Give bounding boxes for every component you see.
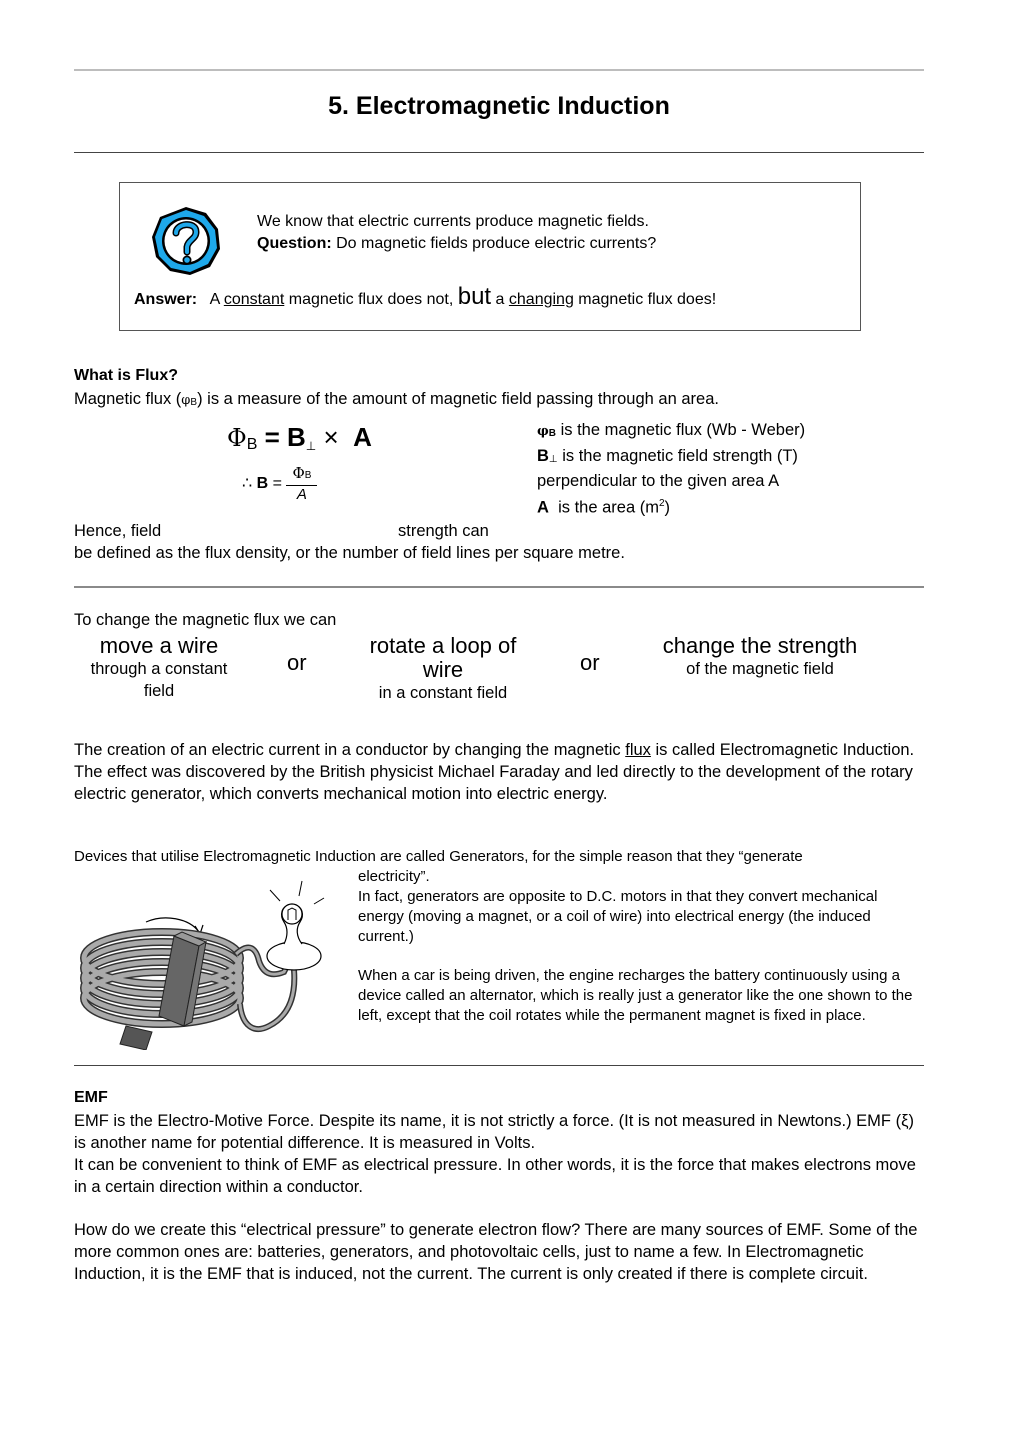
- rearranged-equation: [242, 464, 317, 504]
- question-intro: We know that electric currents produce magnetic fields.: [257, 213, 649, 230]
- definition-text: is the area (m: [548, 498, 659, 516]
- emf-para2: How do we create this “electrical pressure” to generate electron flow? There are many sources of EMF. Some of the more common ones are: batteries, generators, and photovoltaic cells, just to name a few. In Electromagnetic Induction, it is the EMF that is induced, not the current. The current is only created if there is complete circuit.: [74, 1221, 918, 1283]
- generators-line1: Devices that utilise Electromagnetic Induction are called Generators, for the simple reason that they “generate: [74, 848, 803, 865]
- question-line: [257, 235, 656, 253]
- perp-symbol: ⊥: [305, 439, 317, 453]
- paragraph-text: is called Electromagnetic Induction. The effect was discovered by the British physicist Michael Faraday and led directly to the development of the rotary electric generator, which converts mechanical motion into electric energy.: [74, 741, 915, 803]
- changing-word: changing: [508, 291, 574, 308]
- phi-symbol: Φ: [292, 464, 305, 482]
- phi-symbol: φ: [537, 424, 549, 439]
- answer-line: [134, 283, 716, 311]
- equals-sign: =: [268, 475, 287, 493]
- generator-illustration: [74, 876, 350, 1050]
- title-divider: [74, 152, 924, 153]
- question-text: Do magnetic fields produce electric currents?: [331, 235, 657, 252]
- top-divider: [74, 69, 924, 71]
- hence-left: Hence, field: [74, 522, 162, 540]
- induction-paragraph: [74, 739, 926, 805]
- perp-symbol: ⊥: [548, 453, 558, 465]
- option-detail: of the magnetic field: [686, 660, 834, 678]
- answer-text: A: [209, 291, 224, 308]
- b-symbol: B: [287, 422, 306, 452]
- flux-word: flux: [625, 741, 651, 759]
- answer-label: Answer:: [134, 291, 198, 308]
- section-divider: [74, 586, 924, 588]
- fraction-denominator: A: [296, 486, 307, 503]
- flux-intro-text: Magnetic flux (: [74, 390, 182, 408]
- emf-heading: EMF: [74, 1089, 108, 1106]
- emf-para1: EMF is the Electro-Motive Force. Despite its name, it is not strictly a force. (It is not measured in Newtons.) EMF (ξ) is another name for potential difference. It is measured in Volts.: [74, 1112, 914, 1152]
- hence-right: strength can: [398, 522, 489, 540]
- therefore-symbol: ∴: [242, 475, 253, 493]
- generators-line2: electricity”.: [358, 868, 430, 885]
- phi-symbol: φ: [181, 393, 191, 408]
- option-title: rotate a loop of wire: [369, 633, 517, 682]
- constant-word: constant: [223, 291, 285, 308]
- generators-para3: When a car is being driven, the engine recharges the battery continuously using a device called an alternator, which is really just a generator like the one shown to the left, except that the coil rotates while the permanent magnet is fixed in place.: [358, 967, 913, 1024]
- option-move-wire: [74, 634, 244, 702]
- flux-definitions: [537, 419, 805, 519]
- fraction-numerator: [286, 464, 317, 486]
- phi-subscript: B: [304, 470, 312, 481]
- generators-para2: In fact, generators are opposite to D.C. motors in that they convert mechanical energy (moving a magnet, or a coil of wire) into electrical energy (the induced current.): [358, 888, 878, 945]
- equals-sign: =: [257, 422, 287, 452]
- definition-b: [537, 445, 805, 471]
- answer-text: magnetic flux does!: [573, 291, 717, 308]
- question-label: Question:: [257, 235, 332, 252]
- hence-line2: be defined as the flux density, or the number of field lines per square metre.: [74, 544, 625, 562]
- fraction: [286, 464, 317, 504]
- a-symbol: A: [353, 422, 372, 452]
- question-box: [119, 182, 861, 331]
- times-sign: ×: [316, 422, 346, 452]
- flux-equation: [227, 422, 372, 453]
- but-word: but: [457, 283, 492, 310]
- definition-text: is the magnetic field strength (T): [557, 446, 798, 465]
- definition-phi: [537, 419, 805, 445]
- superscript: 2: [658, 497, 665, 509]
- b-symbol: B: [537, 446, 549, 465]
- phi-subscript: B: [246, 436, 258, 453]
- phi-subscript: B: [190, 397, 198, 408]
- a-symbol: A: [537, 498, 549, 516]
- change-intro: To change the magnetic flux we can: [74, 611, 337, 629]
- section-divider: [74, 1065, 924, 1066]
- phi-subscript: B: [548, 428, 556, 439]
- option-title: change the strength: [662, 633, 858, 658]
- emf-para1b: It can be convenient to think of EMF as electrical pressure. In other words, it is the force that makes electrons move in a certain direction within a conductor.: [74, 1156, 916, 1196]
- option-detail: through a constant field: [90, 660, 228, 700]
- page-title: 5. Electromagnetic Induction: [328, 92, 670, 120]
- question-mark-icon: [150, 205, 222, 277]
- phi-symbol: Φ: [227, 424, 247, 452]
- answer-text: a: [491, 291, 509, 308]
- definition-a: [537, 493, 805, 519]
- flux-heading: What is Flux?: [74, 367, 178, 384]
- definition-perp: perpendicular to the given area A: [537, 472, 780, 490]
- paragraph-text: The creation of an electric current in a conductor by changing the magnetic: [74, 741, 626, 759]
- or-separator: or: [287, 650, 307, 675]
- answer-text: magnetic flux does not,: [284, 291, 458, 308]
- option-title: move a wire: [99, 633, 219, 658]
- definition-text: is the magnetic flux (Wb - Weber): [556, 421, 806, 439]
- b-symbol: B: [256, 475, 269, 493]
- definition-text: ): [664, 498, 671, 516]
- option-rotate-loop: [353, 634, 533, 704]
- option-detail: in a constant field: [378, 684, 508, 702]
- or-separator: or: [580, 650, 600, 675]
- flux-intro-text: ) is a measure of the amount of magnetic field passing through an area.: [197, 390, 719, 408]
- option-change-strength: [640, 634, 880, 680]
- flux-intro: [74, 388, 719, 413]
